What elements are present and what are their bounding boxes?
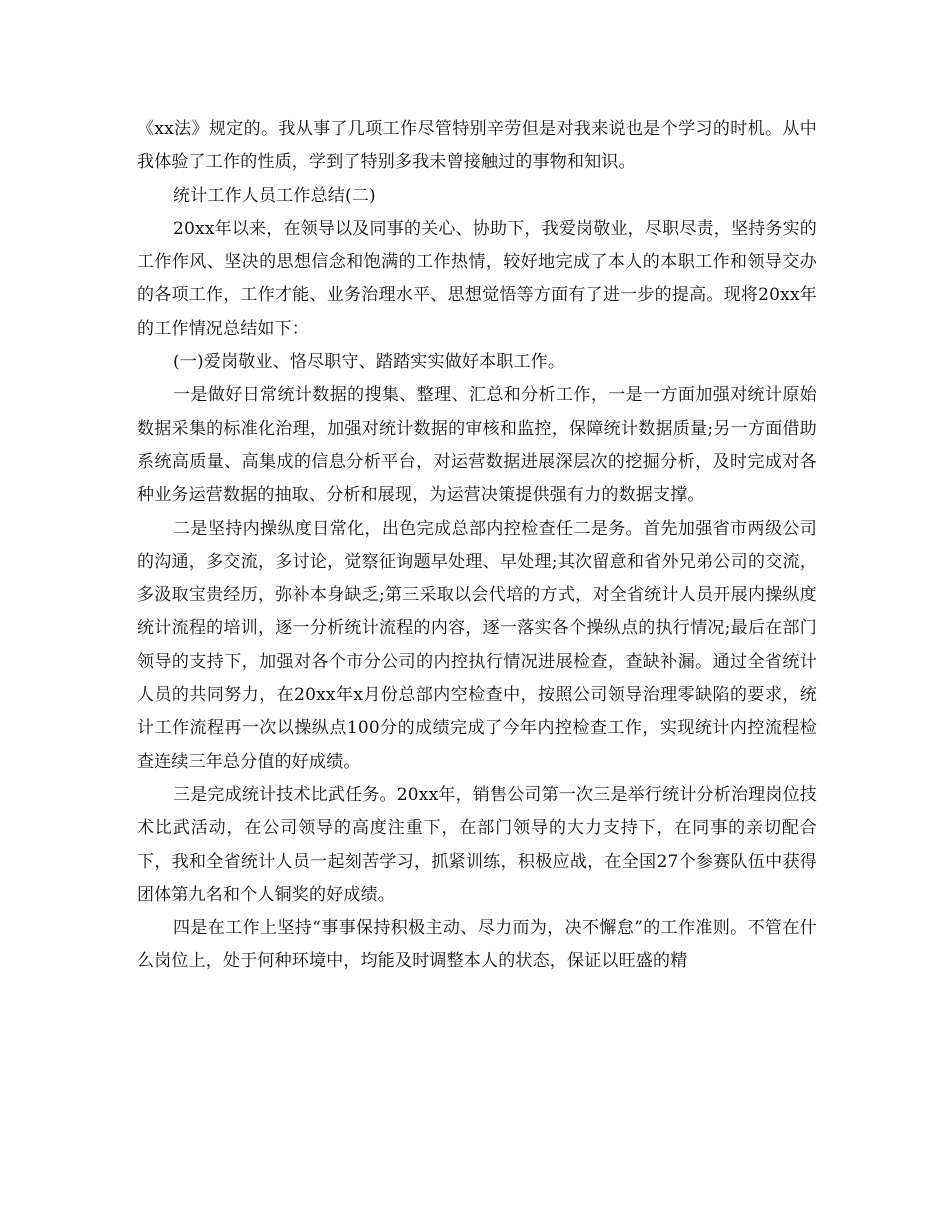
paragraph-item-2: 二是坚持内操纵度日常化，出色完成总部内控检查任二是务。首先加强省市两级公司的沟通，多交流，多讨论，觉察征询题早处理、早处理;其次留意和省外兄弟公司的交流，多汲取宝贵经历，弥补本身缺乏;第三采取以会代培的方式，对全省统计人员开展内操纵度统计流程的培训，逐一分析统计流程的内容，逐一落实各个操纵点的执行情况;最后在部门领导的支持下，加强对各个市分公司的内控执行情况进展检查，查缺补漏。通过全省统计人员的共同努力，在20xx年x月份总部内空检查中，按照公司领导治理零缺陷的要求，统计工作流程再一次以操纵点100分的成绩完成了今年内控检查工作，实现统计内控流程检查连续三年总分值的好成绩。 <box>137 518 817 772</box>
paragraph-continuation: 《xx法》规定的。我从事了几项工作尽管特别辛劳但是对我来说也是个学习的时机。从中我体验了工作的性质，学到了特别多我未曾接触过的事物和知识。 <box>137 119 817 173</box>
paragraph-item-3: 三是完成统计技术比武任务。20xx年，销售公司第一次三是举行统计分析治理岗位技术比武活动，在公司领导的高度注重下，在部门领导的大力支持下，在同事的亲切配合下，我和全省统计人员一起刻苦学习，抓紧训练，积极应战，在全国27个参赛队伍中获得团体第九名和个人铜奖的好成绩。 <box>137 784 817 905</box>
section-heading: 统计工作人员工作总结(二) <box>173 185 376 206</box>
subsection-heading: (一)爱岗敬业、恪尽职守、踏踏实实做好本职工作。 <box>173 352 566 373</box>
paragraph-item-4: 四是在工作上坚持“事事保持积极主动、尽力而为，决不懈怠”的工作准则。不管在什么岗位上，处于何种环境中，均能及时调整本人的状态，保证以旺盛的精 <box>137 918 817 972</box>
paragraph-item-1: 一是做好日常统计数据的搜集、整理、汇总和分析工作，一是一方面加强对统计原始数据采集的标准化治理，加强对统计数据的审核和监控，保障统计数据质量;另一方面借助系统高质量、高集成的信息分析平台，对运营数据进展深层次的挖掘分析，及时完成对各种业务运营数据的抽取、分析和展现，为运营决策提供强有力的数据支撑。 <box>137 385 817 506</box>
paragraph-intro: 20xx年以来，在领导以及同事的关心、协助下，我爱岗敬业，尽职尽责，坚持务实的工作作风、坚决的思想信念和饱满的工作热情，较好地完成了本人的本职工作和领导交办的各项工作，工作才能、业务治理水平、思想觉悟等方面有了进一步的提高。现将20xx年的工作情况总结如下： <box>137 218 817 339</box>
document-body <box>137 113 817 979</box>
